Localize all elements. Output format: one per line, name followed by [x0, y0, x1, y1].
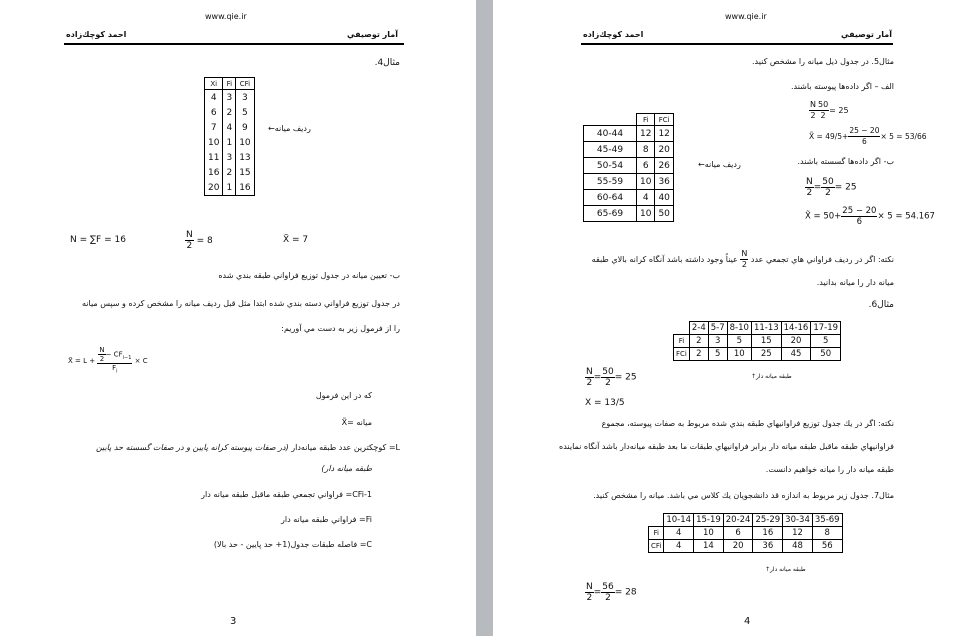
table-cell: 4 — [637, 190, 655, 206]
median-row-label: رديف ميانه← — [698, 160, 741, 169]
frac-numerator: 25 − 20 — [842, 206, 877, 216]
frac-numerator: 25 − 20 — [849, 126, 880, 135]
example6-title: مثال6. — [868, 300, 894, 310]
table-cell: 16 — [753, 527, 783, 540]
section-b-title: ب- تعيين ميانه در جدول توزيع فراواني طبقه بندي شده — [218, 271, 400, 280]
table-header: CFi — [236, 78, 254, 90]
median-formula: X̃ = L + $\frac{N}{2}$ − $CF_{i-1}$ $F_i$ × C — [68, 346, 148, 375]
table-header: 15-19 — [694, 514, 724, 527]
table-cell: 50 — [655, 206, 673, 222]
left-page — [0, 0, 476, 636]
table7 — [648, 513, 843, 553]
table-header: Fi — [223, 78, 236, 90]
table-cell: 4 — [223, 120, 236, 135]
frac-numerator: N — [586, 367, 593, 377]
note1-line1 — [592, 249, 894, 270]
frac-numerator: N — [586, 582, 593, 592]
table-cell: 50-54 — [584, 158, 637, 174]
table-cell: 26 — [655, 158, 673, 174]
table-cell: 10 — [694, 527, 724, 540]
table-cell: 14 — [694, 540, 724, 553]
frac-denominator: 2 — [586, 378, 593, 388]
frac-numerator: 50 — [817, 100, 829, 109]
table-cell: 20 — [781, 335, 811, 348]
eq-sign: = — [593, 587, 602, 598]
definition-f: Fi= فراواني طبقه ميانه دار — [281, 515, 372, 524]
table-cell: 20 — [723, 540, 753, 553]
note2-line1: نكته: اگر در يك جدول توزيع فراوانيهاي طبقه بندي شده مربوط به صفات پيوسته، مجموع — [601, 419, 894, 428]
table-cell: 16 — [205, 165, 223, 180]
table-header — [674, 322, 690, 335]
case-a-eq2 — [809, 126, 927, 147]
header-author: احمد كوچك‌زاده — [583, 30, 644, 39]
formula-denominator: F — [112, 364, 117, 372]
eq-right: × 5 = 54.167 — [877, 211, 935, 222]
table-header: 20-24 — [723, 514, 753, 527]
site-url: www.qie.ir — [205, 12, 247, 21]
table-cell: 20 — [655, 142, 673, 158]
table-cell: 2 — [223, 165, 236, 180]
table-header: 5-7 — [708, 322, 727, 335]
definition-cf: CFi-1= فراواني تجمعي طبقه ماقبل طبقه ميانه دار — [201, 490, 372, 499]
eq-value: = 25 — [829, 106, 849, 115]
table-cell: 4 — [664, 540, 694, 553]
row-label: FCi — [674, 348, 690, 361]
eq-sign: = — [593, 372, 602, 383]
table-cell: 5 — [236, 105, 254, 120]
header-title: آمار توصيفي — [841, 30, 892, 39]
paragraph-line: را از فرمول زير به دست مي آوريم: — [281, 324, 400, 333]
table-cell: 2 — [223, 105, 236, 120]
table-cell: 10 — [727, 348, 751, 361]
table-cell: 12 — [637, 126, 655, 142]
table-cell: 36 — [655, 174, 673, 190]
definition-l-cont: طبقه ميانه دار) — [321, 464, 372, 473]
row-label: Fi — [674, 335, 690, 348]
eq-left: X̃ = 49/5+ — [809, 132, 849, 141]
table-cell: 3 — [223, 90, 236, 106]
table-cell: 3 — [236, 90, 254, 106]
table-cell: 15 — [751, 335, 781, 348]
table-cell: 15 — [236, 165, 254, 180]
example5-case-a: الف – اگر داده‌ها پيوسته باشند. — [791, 82, 894, 91]
table-header: 25-29 — [753, 514, 783, 527]
table-cell: 60-64 — [584, 190, 637, 206]
table-cell: 50 — [811, 348, 841, 361]
table-cell: 8 — [637, 142, 655, 158]
frac-denominator: 6 — [862, 137, 867, 146]
formula-left: X̃ = L + — [68, 357, 96, 366]
eq-value: = 25 — [614, 372, 637, 383]
table-cell: 55-59 — [584, 174, 637, 190]
formula-num-tail: − CF — [105, 350, 123, 359]
table-cell: 13 — [236, 150, 254, 165]
row-label: CFi — [649, 540, 664, 553]
equation-n-text: N = ∑F — [70, 235, 102, 245]
note1-part-b: عيناً وجود داشته باشد آنگاه كرانه بالاي طبقه — [591, 255, 738, 264]
header-author: احمد كوچك‌زاده — [66, 30, 127, 39]
table-cell: 1 — [223, 180, 236, 196]
table-header: Fi — [637, 114, 655, 126]
table-header: 2-4 — [689, 322, 708, 335]
frac-denominator: 2 — [806, 188, 813, 198]
eq-left: X̃ = 50+ — [805, 211, 842, 222]
table-cell: 45 — [781, 348, 811, 361]
paragraph-line: در جدول توزيع فراواني دسته بندي شده ابتدا مثل قبل رديف ميانه را مشخص كرده و سپس ميانه — [82, 299, 400, 308]
note1-part-a: نكته: اگر در رديف فراواني هاي تجمعي عدد — [750, 255, 894, 264]
table-cell: 40-44 — [584, 126, 637, 142]
formula-right: × C — [134, 357, 148, 366]
definition-l-note: (در صفات پيوسته كرانه پايين و در صفات گسسته حد پايين — [95, 443, 289, 452]
table-header: 8-10 — [727, 322, 751, 335]
table-cell: 5 — [708, 348, 727, 361]
case-b-eq1 — [805, 177, 857, 198]
example6-eq1 — [585, 367, 637, 388]
eq-value: = 28 — [614, 587, 637, 598]
table-cell: 3 — [708, 335, 727, 348]
table-cell: 6 — [723, 527, 753, 540]
table-header — [649, 514, 664, 527]
formula-inner-num: N — [99, 346, 105, 354]
median-table — [204, 77, 255, 196]
note1-frac: $\frac{N}{2}$ — [741, 249, 748, 269]
table-cell: 5 — [727, 335, 751, 348]
frac-numerator: N — [186, 230, 193, 240]
frac-numerator: N — [806, 177, 813, 187]
table-cell: 12 — [783, 527, 813, 540]
table-cell: 20 — [205, 180, 223, 196]
example5-case-b: ب- اگر داده‌ها گسسته باشند. — [797, 157, 894, 166]
table6 — [673, 321, 841, 361]
equation-n-tail: = 16 — [101, 235, 126, 245]
table-cell: 6 — [637, 158, 655, 174]
page-gap — [476, 0, 493, 636]
table-cell: 45-49 — [584, 142, 637, 158]
frac-numerator: 50 — [602, 367, 614, 377]
table-header: 14-16 — [781, 322, 811, 335]
eq-sign: = — [813, 182, 822, 193]
table-header: Xi — [205, 78, 223, 90]
table-header: FCi — [655, 114, 673, 126]
median-class-mark: طبقه ميانه دار↑ — [765, 566, 806, 573]
table-cell: 10 — [637, 206, 655, 222]
example-title: مثال4. — [374, 58, 400, 68]
page-number: 4 — [744, 616, 751, 627]
table-cell: 10 — [637, 174, 655, 190]
table5 — [583, 113, 674, 222]
frac-denominator: 2 — [586, 593, 593, 603]
equation-half — [185, 230, 213, 251]
median-class-mark: طبقه ميانه دار↑ — [751, 373, 792, 380]
eq-value: = 25 — [834, 182, 857, 193]
frac-denominator: 2 — [605, 378, 611, 388]
frac-denominator: 2 — [825, 188, 831, 198]
table-cell: 36 — [753, 540, 783, 553]
definition-c: C= فاصله طبقات جدول(1+ حد پايين - حد بالا) — [213, 540, 372, 549]
table-cell: 65-69 — [584, 206, 637, 222]
example6-median: X = 13/5 — [585, 398, 625, 408]
table-cell: 2 — [689, 348, 708, 361]
table-header: 17-19 — [811, 322, 841, 335]
table-header: 11-13 — [751, 322, 781, 335]
frac-numerator: N — [810, 100, 816, 109]
definition-l-main: L= كوچكترين عدد طبقه ميانه‌دار — [291, 443, 400, 452]
table-cell: 5 — [811, 335, 841, 348]
table-header — [584, 114, 637, 126]
row-label: Fi — [649, 527, 664, 540]
example5-title: مثال5. در جدول ذيل ميانه را مشخص كنيد. — [752, 57, 894, 66]
site-url: www.qie.ir — [725, 12, 767, 21]
table-cell: 8 — [812, 527, 842, 540]
median-row-label: رديف ميانه← — [268, 124, 311, 133]
where-text: كه در اين فرمول — [315, 391, 372, 400]
table-cell: 12 — [655, 126, 673, 142]
equation-n — [70, 235, 126, 245]
frac-denominator: 2 — [605, 593, 611, 603]
table-cell: 3 — [223, 150, 236, 165]
table-cell: 2 — [689, 335, 708, 348]
page-number: 3 — [230, 616, 237, 627]
formula-inner-den: 2 — [99, 355, 105, 363]
table-cell: 25 — [751, 348, 781, 361]
note2-line2: فراوانيهاي طبقه ماقبل طبقه ميانه دار برابر فراوانيهاي طبقات ما بعد طبقه ميانه‌دار باشد آنگاه نماينده — [559, 442, 894, 451]
table-header: 10-14 — [664, 514, 694, 527]
right-page — [493, 0, 970, 636]
table-header: 30-34 — [783, 514, 813, 527]
header-rule — [64, 43, 404, 45]
table-cell: 4 — [664, 527, 694, 540]
header-rule — [581, 43, 893, 45]
table-header: 35-69 — [812, 514, 842, 527]
equation-median: X̃ = 7 — [283, 235, 309, 245]
equation-half-value: = 8 — [196, 236, 213, 246]
frac-numerator: 50 — [822, 177, 834, 187]
frac-denominator: 6 — [856, 217, 863, 227]
note1-line2: ميانه دار را ميانه بدانيد. — [816, 278, 894, 287]
case-a-eq1 — [809, 100, 849, 121]
case-b-eq2 — [805, 206, 935, 227]
header-title: آمار توصيفي — [347, 30, 398, 39]
table-cell: 40 — [655, 190, 673, 206]
table-cell: 6 — [205, 105, 223, 120]
frac-denominator: 2 — [820, 111, 826, 120]
table-cell: 48 — [783, 540, 813, 553]
table-cell: 4 — [205, 90, 223, 106]
frac-denominator: 2 — [810, 111, 816, 120]
frac-denominator: 2 — [186, 241, 193, 251]
example7-title: مثال7. جدول زير مربوط به اندازه قد دانشجويان يك كلاس مي باشد. ميانه را مشخص كنيد. — [593, 491, 894, 500]
frac-numerator: 56 — [602, 582, 614, 592]
table-cell: 9 — [236, 120, 254, 135]
table-cell: 10 — [236, 135, 254, 150]
note2-line3: طبقه ميانه دار را ميانه خواهيم دانست. — [765, 465, 894, 474]
table-cell: 16 — [236, 180, 254, 196]
table-cell: 10 — [205, 135, 223, 150]
definition-median: ميانه =X̃ — [341, 418, 372, 427]
example7-eq — [585, 582, 637, 603]
table-cell: 56 — [812, 540, 842, 553]
eq-right: × 5 = 53/66 — [880, 132, 927, 141]
table-cell: 11 — [205, 150, 223, 165]
table-cell: 7 — [205, 120, 223, 135]
table-cell: 1 — [223, 135, 236, 150]
definition-l — [96, 443, 400, 452]
